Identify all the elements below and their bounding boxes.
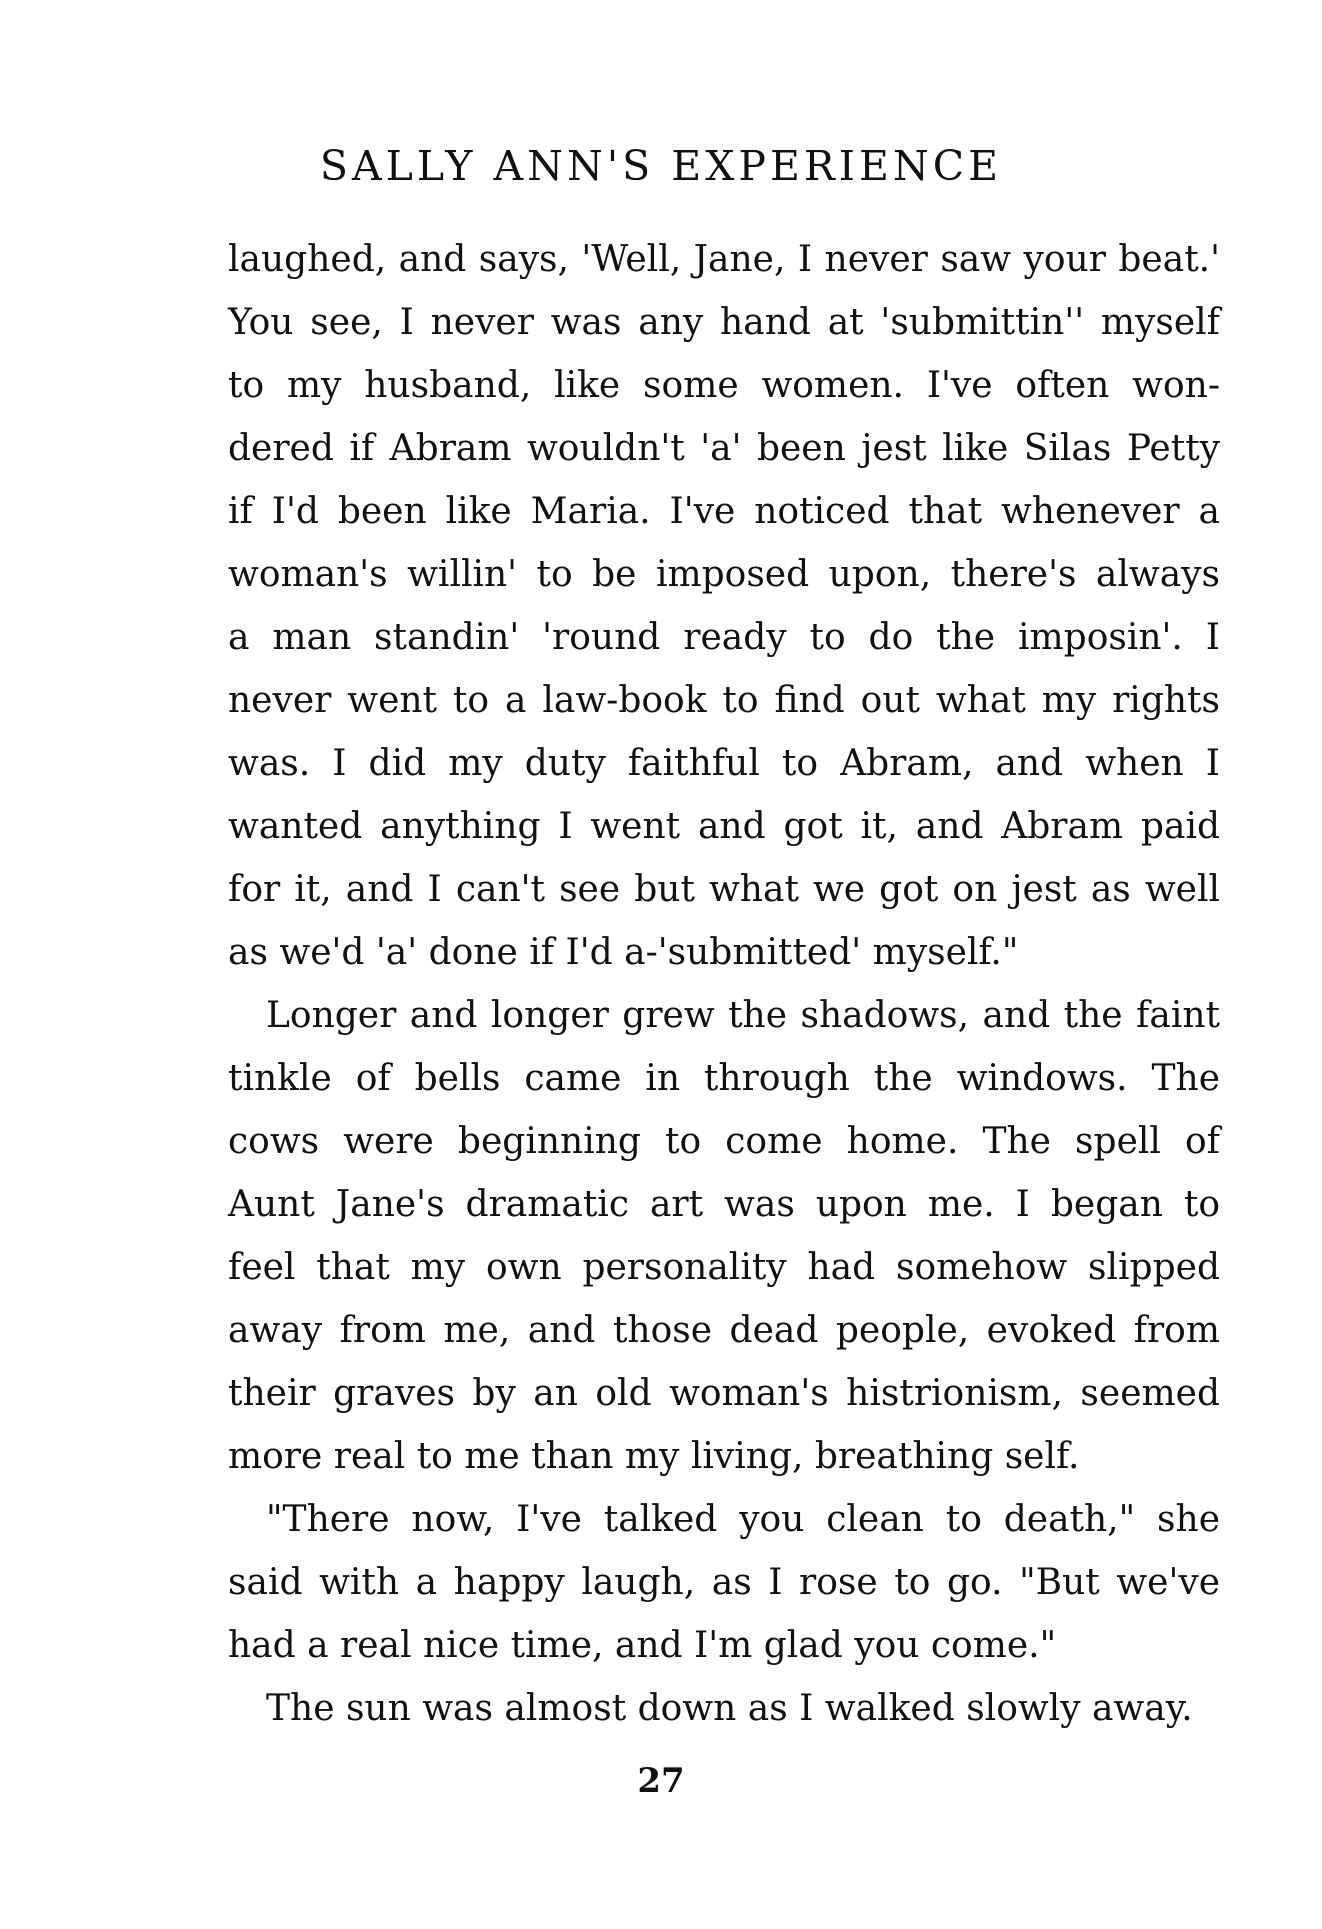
- text-line: said with a happy laugh, as I rose to go. "But we've: [228, 1562, 1220, 1603]
- text-line: "There now, I've talked you clean to death," she: [266, 1499, 1220, 1540]
- paragraph-1: [228, 228, 1220, 984]
- text-line: wanted anything I went and got it, and Abram paid: [228, 806, 1220, 847]
- text-line: a man standin' 'round ready to do the imposin'. I: [228, 617, 1220, 658]
- text-line: had a real nice time, and I'm glad you come.": [228, 1625, 1057, 1666]
- text-line: You see, I never was any hand at 'submittin'' myself: [228, 302, 1220, 343]
- text-line: for it, and I can't see but what we got on jest as well: [228, 869, 1220, 910]
- text-line: was. I did my duty faithful to Abram, and when I: [228, 743, 1220, 784]
- text-line: laughed, and says, 'Well, Jane, I never saw your beat.': [228, 239, 1220, 280]
- running-head: SALLY ANN'S EXPERIENCE: [319, 142, 1003, 190]
- text-line: away from me, and those dead people, evoked from: [228, 1310, 1220, 1351]
- text-line: as we'd 'a' done if I'd a-'submitted' myself.": [228, 932, 1019, 973]
- paragraph-3: [228, 1488, 1220, 1677]
- paragraph-2: [228, 984, 1220, 1488]
- text-line: never went to a law-book to find out what my rights: [228, 680, 1220, 721]
- text-line: Longer and longer grew the shadows, and the faint: [266, 995, 1220, 1036]
- text-line: if I'd been like Maria. I've noticed that whenever a: [228, 491, 1220, 532]
- text-line: cows were beginning to come home. The spell of: [228, 1121, 1220, 1162]
- text-line: tinkle of bells came in through the windows. The: [228, 1058, 1220, 1099]
- paragraph-4: [228, 1677, 1220, 1740]
- text-line: dered if Abram wouldn't 'a' been jest like Silas Petty: [228, 428, 1220, 469]
- text-line: their graves by an old woman's histrionism, seemed: [228, 1373, 1220, 1414]
- text-line: The sun was almost down as I walked slowly away.: [266, 1688, 1193, 1729]
- text-line: more real to me than my living, breathing self.: [228, 1436, 1080, 1477]
- page-number: 27: [637, 1761, 685, 1801]
- text-line: Aunt Jane's dramatic art was upon me. I began to: [228, 1184, 1220, 1225]
- text-line: feel that my own personality had somehow slipped: [228, 1247, 1220, 1288]
- text-line: to my husband, like some women. I've often won-: [228, 365, 1220, 406]
- text-line: woman's willin' to be imposed upon, there's always: [228, 554, 1220, 595]
- text-block: [228, 228, 1220, 1740]
